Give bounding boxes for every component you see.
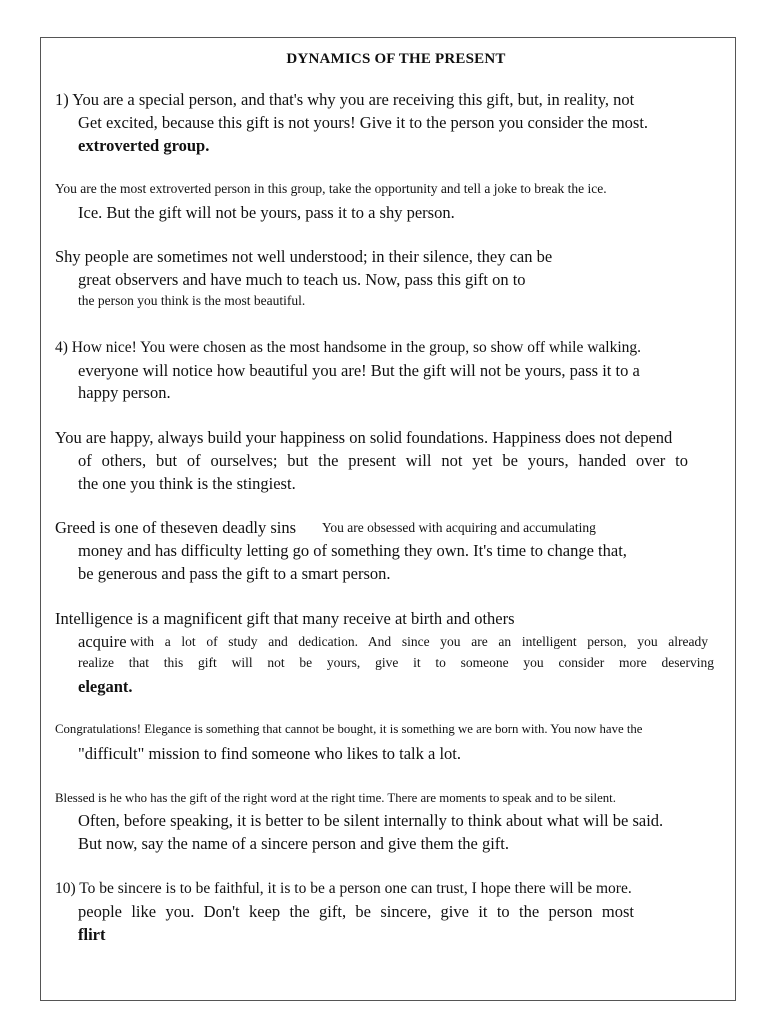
text-line: money and has difficulty letting go of something they own. It's time to change that, <box>78 541 627 560</box>
text-line: 10) To be sincere is to be faithful, it is to be a person one can trust, I hope there will be more. <box>55 880 632 897</box>
text-line: 1) You are a special person, and that's why you are receiving this gift, but, in reality, not <box>55 90 635 109</box>
text-line: Shy people are sometimes not well understood; in their silence, they can be <box>55 247 553 266</box>
text-line: Greed is one of theseven deadly sins <box>55 518 297 537</box>
text-line: You are happy, always build your happiness on solid foundations. Happiness does not depend <box>55 428 673 447</box>
text-line: everyone will notice how beautiful you are! But the gift will not be yours, pass it to a <box>78 361 640 380</box>
text-line: You are obsessed with acquiring and accumulating <box>322 520 596 535</box>
text-line: acquire <box>78 632 127 651</box>
text-line: be generous and pass the gift to a smart person. <box>78 564 391 583</box>
text-line: with a lot of study and dedication. And since you are an intelligent person, you already <box>130 635 708 649</box>
text-line: Blessed is he who has the gift of the right word at the right time. There are moments to speak and to be silent. <box>55 791 616 805</box>
text-line: happy person. <box>78 383 171 402</box>
text-line: You are the most extroverted person in this group, take the opportunity and tell a joke to break the ice. <box>55 181 607 196</box>
text-line-bold: flirt <box>78 925 106 944</box>
text-line: great observers and have much to teach us. Now, pass this gift on to <box>78 270 526 289</box>
text-line: realize that this gift will not be yours, give it to someone you consider more deserving <box>78 656 714 670</box>
text-line: of others, but of ourselves; but the present will not yet be yours, handed over to <box>78 453 688 470</box>
text-line: Intelligence is a magnificent gift that many receive at birth and others <box>55 609 515 628</box>
text-line-bold: elegant. <box>78 677 133 696</box>
text-line: people like you. Don't keep the gift, be sincere, give it to the person most <box>78 904 634 921</box>
text-line: Often, before speaking, it is better to be silent internally to think about what will be said. <box>78 811 664 830</box>
text-line: But now, say the name of a sincere person and give them the gift. <box>78 834 510 853</box>
text-line: Get excited, because this gift is not yours! Give it to the person you consider the most. <box>78 113 649 132</box>
document-title: DYNAMICS OF THE PRESENT <box>286 51 506 67</box>
text-line: 4) How nice! You were chosen as the most handsome in the group, so show off while walking. <box>55 339 642 356</box>
text-line-bold: extroverted group. <box>78 136 210 155</box>
text-line: Congratulations! Elegance is something that cannot be bought, it is something we are born with. You now have the <box>55 722 643 736</box>
text-line: Ice. But the gift will not be yours, pass it to a shy person. <box>78 203 455 222</box>
text-line: "difficult" mission to find someone who likes to talk a lot. <box>78 744 462 763</box>
text-line: the person you think is the most beautiful. <box>78 293 306 308</box>
text-line: the one you think is the stingiest. <box>78 474 296 493</box>
